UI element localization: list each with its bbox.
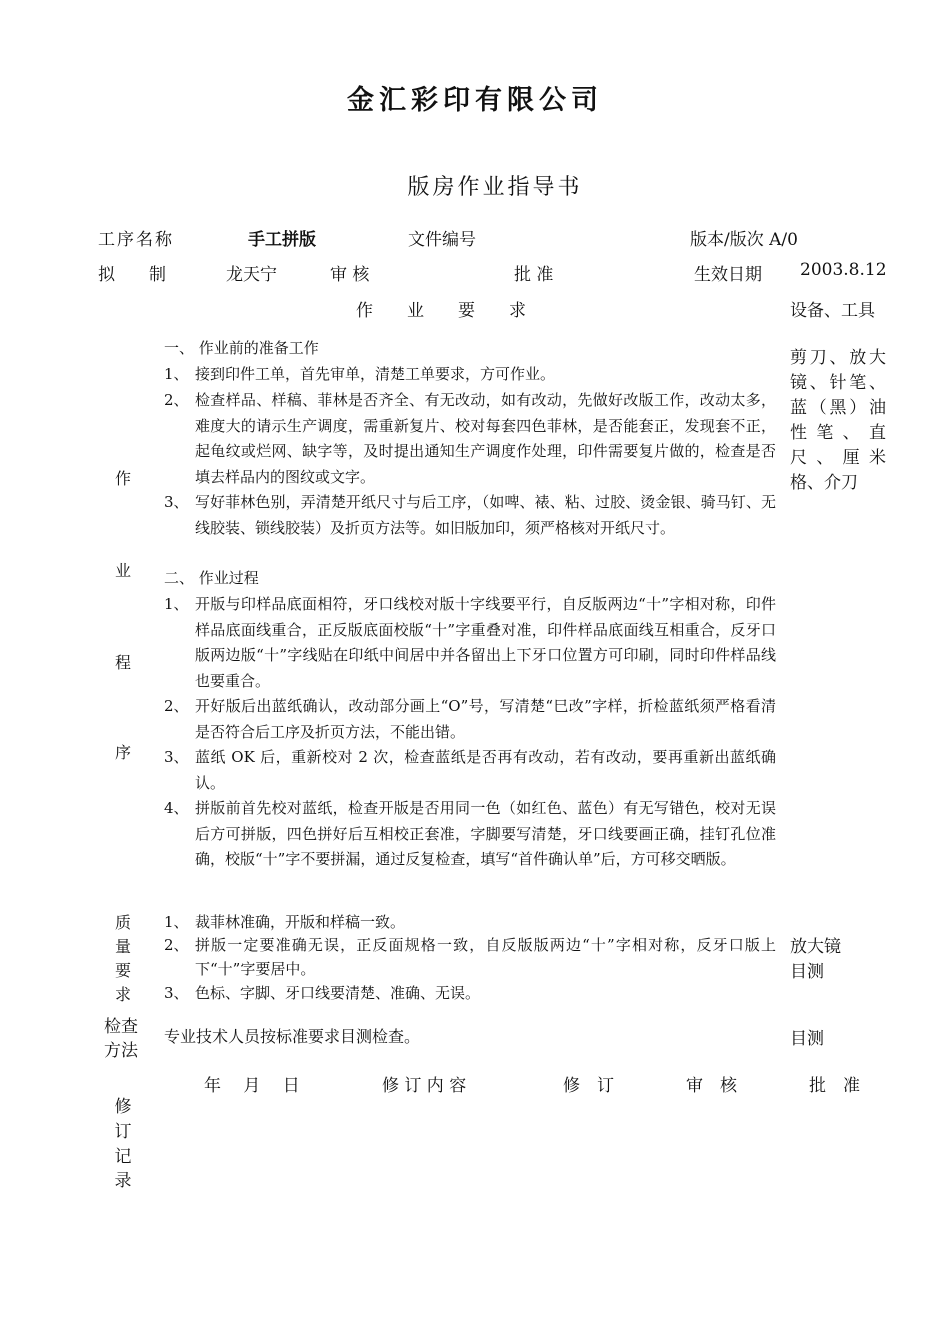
quality-item-3 — [164, 981, 776, 1005]
quality-label-char-1: 质 — [114, 913, 131, 932]
quality-label-char-3: 要 — [114, 961, 131, 980]
revision-col-content: 修 订 内 容 — [382, 1076, 467, 1096]
company-name: 金汇彩印有限公司 — [347, 85, 603, 116]
process-item-text: 拼版前首先校对蓝纸，检查开版是否用同一色（如红色、蓝色）有无写错色，校对无误后方可拼版，四色拼好后互相校正套准，字脚要写清楚，牙口线要画正确，挂钉孔位准确，校版“十”字不要拼漏，通过反复检查，填写“首件确认单”后，方可移交晒版。 — [195, 799, 776, 869]
procedure-label-char-1: 作 — [114, 469, 131, 488]
requirements-heading: 作 业 要 求 — [356, 301, 526, 321]
inspection-tool: 目测 — [790, 1029, 824, 1049]
process-item-number: 4、 — [164, 799, 189, 817]
inspection-label-line-2: 方法 — [104, 1041, 138, 1061]
prep-item-text: 检查样品、样稿、菲林是否齐全、有无改动，如有改动，先做好改版工作，改动太多，难度大的请示生产调度，需重新复片、校对每套四色菲林，是否能套正，发现套不正，起龟纹或烂网、缺字等，及时提出通知生产调度作处理，印件需要复片做的，检查是否填去样品内的图纹或文字。 — [195, 391, 776, 486]
document-title: 版房作业指导书 — [407, 175, 583, 200]
prep-item-number: 3、 — [164, 493, 189, 511]
process-title: 二、 作业过程 — [164, 569, 259, 587]
drafter-value: 龙天宁 — [226, 265, 277, 285]
inspection-label-line-1: 检查 — [104, 1017, 138, 1037]
process-item-1 — [164, 592, 776, 694]
process-item-number: 2、 — [164, 697, 189, 715]
revision-label-char-1: 修 — [114, 1097, 132, 1117]
prep-title: 一、 作业前的准备工作 — [164, 339, 319, 357]
prep-item-1 — [164, 362, 776, 388]
quality-item-2 — [164, 933, 776, 981]
process-item-number: 1、 — [164, 595, 189, 613]
effective-date-label: 生效日期 — [694, 265, 762, 285]
quality-item-number: 3、 — [164, 984, 189, 1002]
revision-label-char-2: 订 — [114, 1122, 132, 1142]
process-name-value: 手工拼版 — [248, 230, 316, 250]
effective-date-value: 2003.8.12 — [800, 260, 887, 280]
quality-label-char-4: 求 — [114, 985, 131, 1004]
process-item-4 — [164, 796, 776, 873]
quality-tool-1: 放大镜 — [790, 937, 841, 957]
quality-item-number: 1、 — [164, 913, 189, 931]
revision-label-char-4: 录 — [114, 1171, 132, 1191]
prep-item-number: 2、 — [164, 391, 189, 409]
process-item-2 — [164, 694, 776, 745]
inspection-text: 专业技术人员按标准要求目测检查。 — [164, 1027, 421, 1046]
revision-col-approve: 批 准 — [809, 1076, 860, 1096]
prep-item-3 — [164, 490, 776, 541]
procedure-tools: 剪刀、放大镜、针笔、蓝（黑）油性笔、直尺、厘米格、介刀 — [790, 348, 886, 493]
quality-item-text: 裁菲林准确，开版和样稿一致。 — [195, 913, 406, 931]
procedure-label-char-3: 程 — [114, 653, 131, 672]
revision-col-revise: 修 订 — [563, 1076, 614, 1096]
quality-item-text: 拼版一定要准确无误，正反面规格一致，自反版版两边“十”字相对称，反牙口版上下“十”字要居中。 — [195, 936, 776, 978]
process-name-label: 工序名称 — [98, 230, 174, 250]
quality-label-char-2: 量 — [114, 937, 131, 956]
process-item-text: 开好版后出蓝纸确认，改动部分画上“O”号，写清楚“巳改”字样，折检蓝纸须严格看清是否符合后工序及折页方法，不能出错。 — [195, 697, 776, 741]
process-item-3 — [164, 745, 776, 796]
procedure-label-char-2: 业 — [114, 561, 131, 580]
reviewer-label: 审 核 — [330, 265, 370, 285]
drafter-label: 拟 制 — [98, 265, 166, 285]
revision-col-review: 审 核 — [686, 1076, 737, 1096]
process-item-text: 蓝纸 OK 后，重新校对 2 次，检查蓝纸是否再有改动，若有改动，要再重新出蓝纸确认。 — [195, 748, 776, 792]
prep-item-text: 写好菲林色别，弄清楚开纸尺寸与后工序，（如啤、裱、粘、过胶、烫金银、骑马钉、无线胶装、锁线胶装）及折页方法等。如旧版加印，须严格核对开纸尺寸。 — [195, 493, 776, 537]
tools-heading: 设备、工具 — [790, 301, 875, 321]
process-item-number: 3、 — [164, 748, 189, 766]
prep-item-text: 接到印件工单，首先审单，清楚工单要求，方可作业。 — [195, 365, 556, 383]
quality-item-1 — [164, 910, 776, 934]
quality-item-text: 色标、字脚、牙口线要清楚、准确、无误。 — [195, 984, 481, 1002]
file-number-label: 文件编号 — [408, 230, 476, 250]
prep-item-2 — [164, 388, 776, 490]
prep-item-number: 1、 — [164, 365, 189, 383]
process-item-text: 开版与印样品底面相符，牙口线校对版十字线要平行，自反版两边“十”字相对称，印件样品底面线重合，正反版底面校版“十”字重叠对准，印件样品底面线互相重合，反牙口版两边版“十”字线贴在印纸中间居中并各留出上下牙口位置方可印刷，同时印件样品线也要重合。 — [195, 595, 776, 690]
approver-label: 批 准 — [514, 265, 554, 285]
quality-item-number: 2、 — [164, 936, 189, 954]
quality-tool-2: 目测 — [790, 962, 824, 982]
procedure-label-char-4: 序 — [114, 743, 131, 762]
revision-label-char-3: 记 — [114, 1147, 132, 1167]
revision-col-date: 年 月 日 — [204, 1076, 300, 1096]
version-label: 版本/版次 A/0 — [690, 230, 798, 250]
